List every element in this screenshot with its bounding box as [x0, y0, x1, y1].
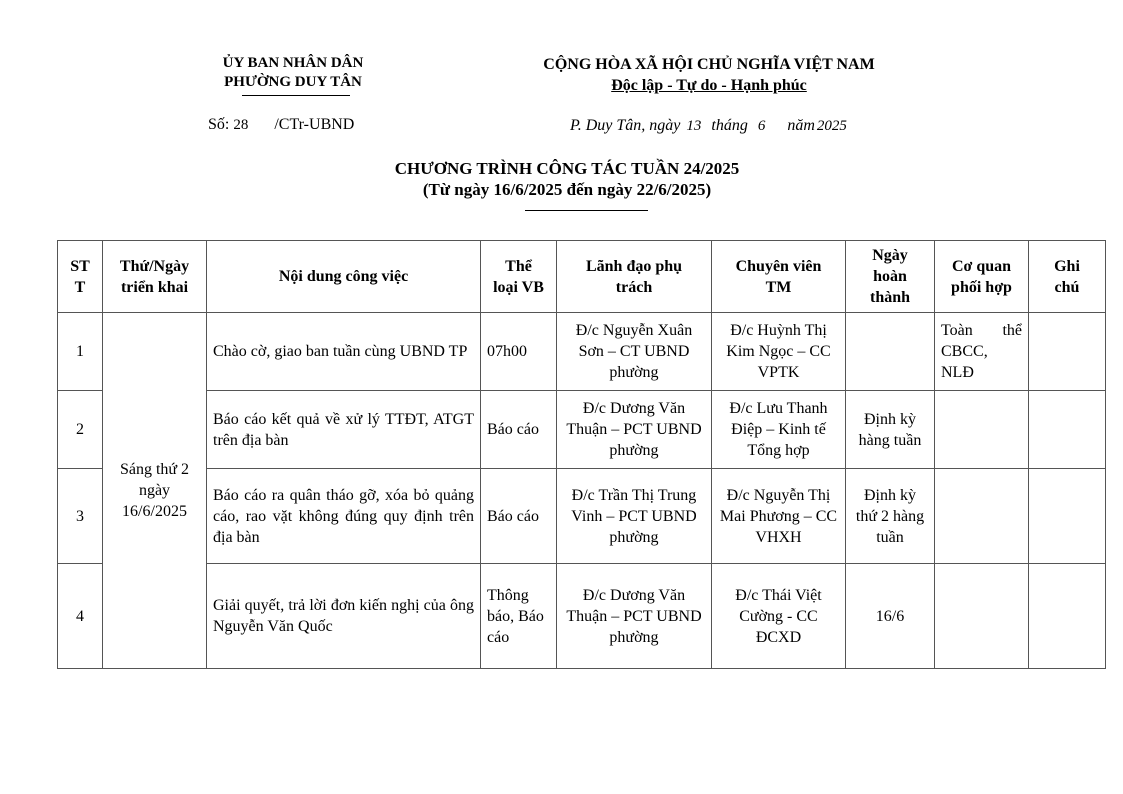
cell-doc-type: 07h00	[481, 313, 557, 391]
date-day: 13	[686, 118, 702, 134]
so-suffix: /CTr-UBND	[274, 116, 355, 133]
title-line-2: (Từ ngày 16/6/2025 đến ngày 22/6/2025)	[422, 180, 712, 199]
cell-officer: Đ/c Huỳnh Thị Kim Ngọc – CC VPTK	[712, 313, 846, 391]
org-underline	[242, 95, 350, 96]
cell-leader: Đ/c Dương Văn Thuận – PCT UBND phường	[557, 564, 712, 669]
table-row	[58, 391, 1106, 469]
cell-completion-date	[846, 313, 935, 391]
issuing-org	[200, 54, 386, 92]
cell-doc-type: Báo cáo	[481, 469, 557, 564]
cell-note	[1029, 313, 1106, 391]
date-month: 6	[757, 118, 766, 134]
cell-doc-type: Thông báo, Báo cáo	[481, 564, 557, 669]
cell-officer: Đ/c Thái Việt Cường - CC ĐCXD	[712, 564, 846, 669]
header-doc-type: Thể loại VB	[481, 241, 557, 313]
cell-content: Chào cờ, giao ban tuần cùng UBND TP	[207, 313, 481, 391]
cell-content: Giải quyết, trả lời đơn kiến nghị của ông Nguyễn Văn Quốc	[207, 564, 481, 669]
cell-coordinating-agency: Toàn thể CBCC, NLĐ	[935, 313, 1029, 391]
year-label: năm	[787, 117, 815, 134]
cell-leader: Đ/c Nguyễn Xuân Sơn – CT UBND phường	[557, 313, 712, 391]
header-officer: Chuyên viên TM	[712, 241, 846, 313]
cell-leader: Đ/c Trần Thị Trung Vinh – PCT UBND phường	[557, 469, 712, 564]
cell-stt: 1	[58, 313, 103, 391]
cell-day: Sáng thứ 2 ngày 16/6/2025	[103, 313, 207, 669]
header-stt: ST T	[58, 241, 103, 313]
schedule-table	[57, 240, 1106, 669]
cell-note	[1029, 391, 1106, 469]
table-row	[58, 564, 1106, 669]
table-row	[58, 469, 1106, 564]
so-number: 28	[233, 117, 249, 133]
cell-content: Báo cáo ra quân tháo gỡ, xóa bỏ quảng cáo, rao vặt không đúng quy định trên địa bàn	[207, 469, 481, 564]
table-header-row	[58, 241, 1106, 313]
cell-officer: Đ/c Lưu Thanh Điệp – Kinh tế Tổng hợp	[712, 391, 846, 469]
cell-stt: 2	[58, 391, 103, 469]
nation-line-1: CỘNG HÒA XÃ HỘI CHỦ NGHĨA VIỆT NAM	[543, 56, 875, 73]
cell-coordinating-agency	[935, 564, 1029, 669]
org-line-1: ỦY BAN NHÂN DÂN	[222, 55, 364, 71]
header-content: Nội dung công việc	[207, 241, 481, 313]
org-line-2: PHƯỜNG DUY TÂN	[224, 74, 362, 90]
document-title	[300, 158, 834, 200]
month-label: tháng	[711, 117, 748, 134]
title-line-1: CHƯƠNG TRÌNH CÔNG TÁC TUẦN 24/2025	[394, 159, 740, 178]
header-leader: Lãnh đạo phụ trách	[557, 241, 712, 313]
header-day: Thứ/Ngày triển khai	[103, 241, 207, 313]
national-header	[520, 54, 898, 96]
document-number	[208, 116, 354, 134]
cell-note	[1029, 469, 1106, 564]
header-completion-date: Ngày hoàn thành	[846, 241, 935, 313]
cell-stt: 3	[58, 469, 103, 564]
cell-completion-date: Định kỳ hàng tuần	[846, 391, 935, 469]
cell-coordinating-agency	[935, 469, 1029, 564]
header-note: Ghi chú	[1029, 241, 1106, 313]
date-year: 2025	[816, 118, 847, 134]
cell-completion-date: 16/6	[846, 564, 935, 669]
date-prefix: P. Duy Tân, ngày	[570, 117, 681, 134]
header-coordinating-agency: Cơ quan phối hợp	[935, 241, 1029, 313]
title-underline	[525, 210, 648, 211]
cell-note	[1029, 564, 1106, 669]
cell-leader: Đ/c Dương Văn Thuận – PCT UBND phường	[557, 391, 712, 469]
cell-completion-date: Định kỳ thứ 2 hàng tuần	[846, 469, 935, 564]
so-label: Số:	[208, 116, 230, 133]
cell-doc-type: Báo cáo	[481, 391, 557, 469]
motto: Độc lập - Tự do - Hạnh phúc	[611, 77, 807, 94]
cell-coordinating-agency	[935, 391, 1029, 469]
place-date	[570, 117, 857, 135]
cell-stt: 4	[58, 564, 103, 669]
table-row	[58, 313, 1106, 391]
cell-officer: Đ/c Nguyễn Thị Mai Phương – CC VHXH	[712, 469, 846, 564]
cell-content: Báo cáo kết quả về xử lý TTĐT, ATGT trên địa bàn	[207, 391, 481, 469]
